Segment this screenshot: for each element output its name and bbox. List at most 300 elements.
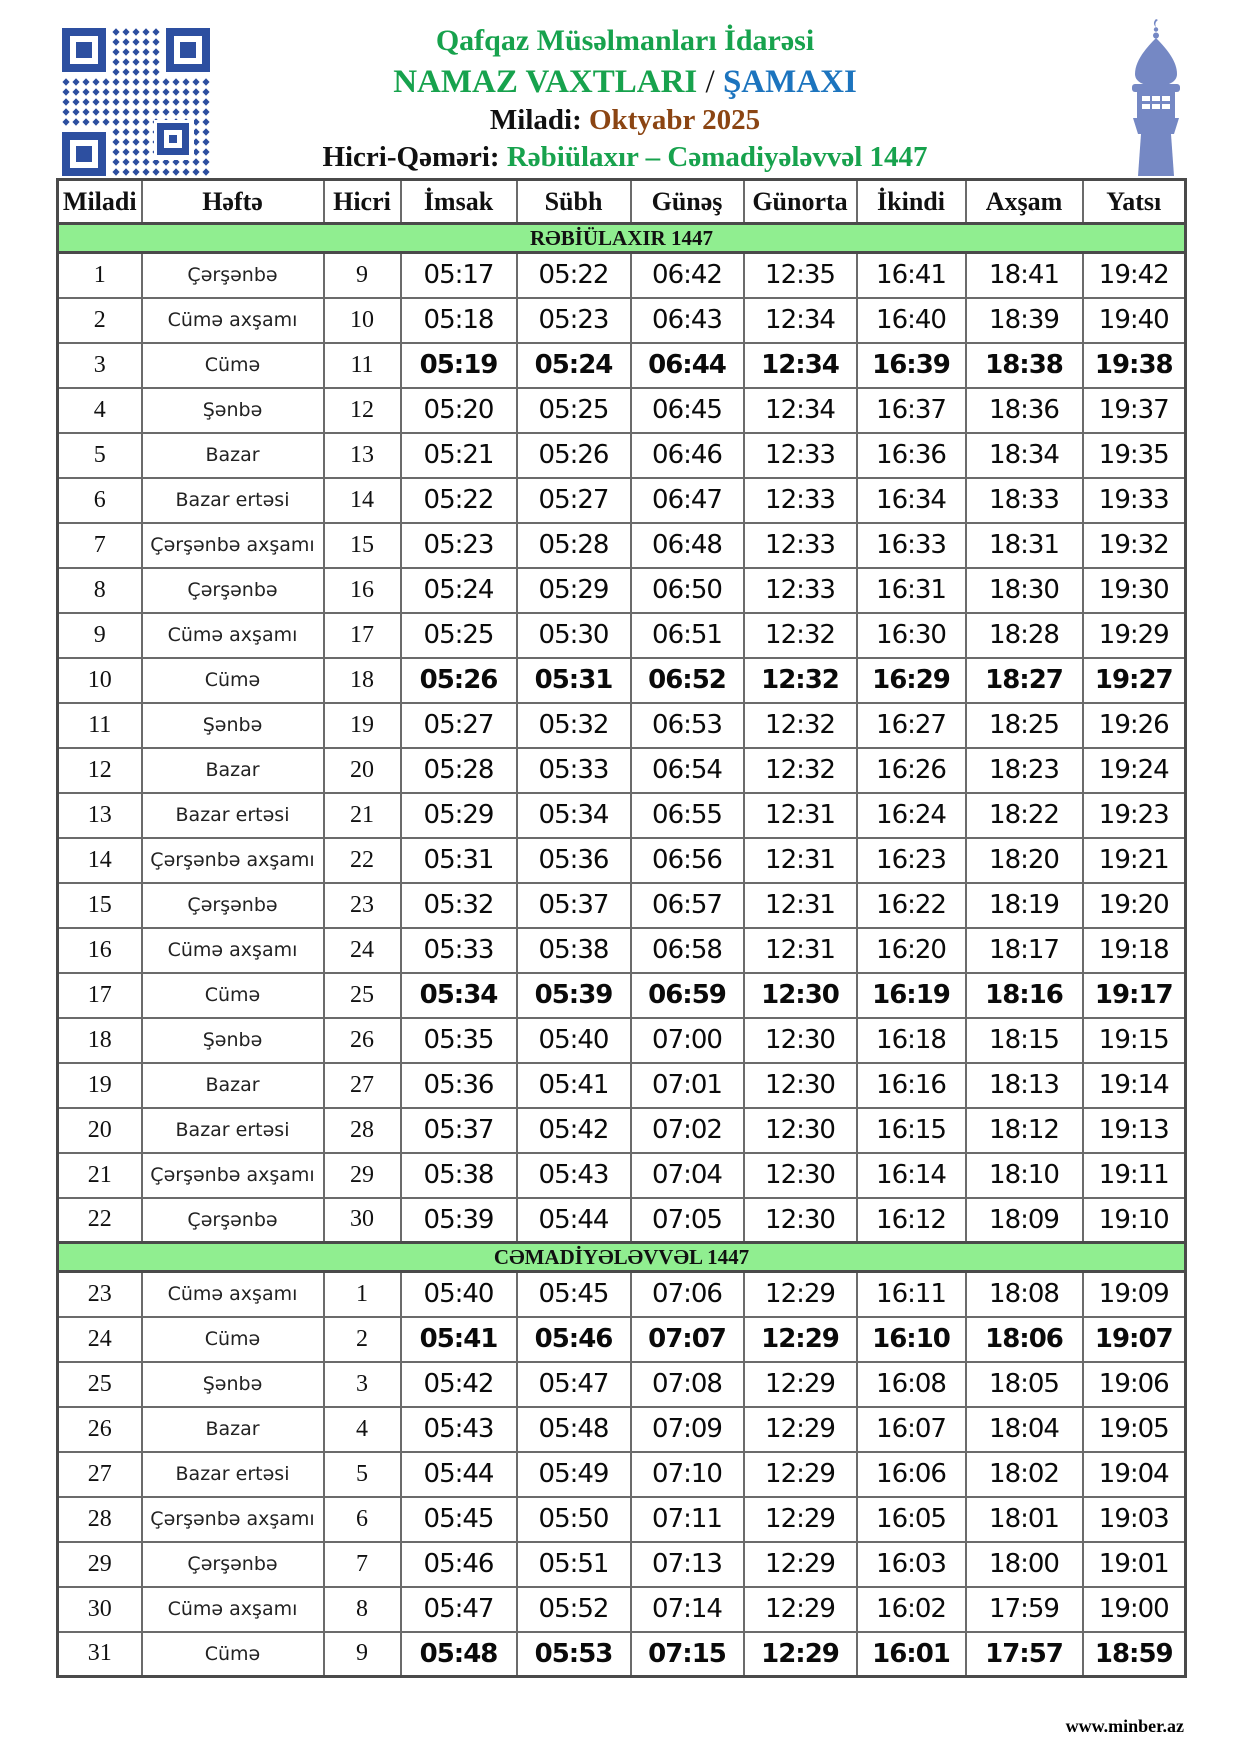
cell-hicri: 9 xyxy=(324,1632,401,1677)
cell-time-yatsi: 19:21 xyxy=(1083,838,1186,883)
cell-time-ikindi: 16:37 xyxy=(857,388,966,433)
cell-miladi: 16 xyxy=(58,928,142,973)
cell-time-imsak: 05:26 xyxy=(401,658,517,703)
cell-miladi: 30 xyxy=(58,1587,142,1632)
cell-time-imsak: 05:22 xyxy=(401,478,517,523)
cell-miladi: 27 xyxy=(58,1452,142,1497)
cell-hicri: 22 xyxy=(324,838,401,883)
table-row xyxy=(58,1362,1186,1407)
cell-time-imsak: 05:31 xyxy=(401,838,517,883)
cell-weekday: Bazar ertəsi xyxy=(142,1452,324,1497)
col-header-i̇msak: İmsak xyxy=(401,180,517,224)
cell-time-gunorta: 12:30 xyxy=(744,1108,857,1153)
cell-time-subh: 05:40 xyxy=(517,1018,631,1063)
cell-time-gunes: 06:48 xyxy=(631,523,744,568)
cell-hicri: 18 xyxy=(324,658,401,703)
cell-time-gunes: 07:00 xyxy=(631,1018,744,1063)
cell-time-gunorta: 12:29 xyxy=(744,1632,857,1677)
cell-time-axsam: 18:17 xyxy=(966,928,1083,973)
cell-weekday: Çərşənbə axşamı xyxy=(142,1497,324,1542)
cell-time-gunes: 06:51 xyxy=(631,613,744,658)
cell-time-subh: 05:37 xyxy=(517,883,631,928)
cell-time-axsam: 18:20 xyxy=(966,838,1083,883)
cell-weekday: Şənbə xyxy=(142,1018,324,1063)
cell-time-gunorta: 12:32 xyxy=(744,748,857,793)
cell-time-gunes: 06:58 xyxy=(631,928,744,973)
cell-time-yatsi: 19:20 xyxy=(1083,883,1186,928)
cell-time-subh: 05:45 xyxy=(517,1272,631,1317)
cell-time-gunes: 07:14 xyxy=(631,1587,744,1632)
cell-time-imsak: 05:35 xyxy=(401,1018,517,1063)
table-row xyxy=(58,973,1186,1018)
cell-weekday: Bazar xyxy=(142,748,324,793)
cell-time-gunorta: 12:30 xyxy=(744,973,857,1018)
cell-time-subh: 05:34 xyxy=(517,793,631,838)
cell-time-subh: 05:29 xyxy=(517,568,631,613)
cell-time-gunorta: 12:33 xyxy=(744,523,857,568)
cell-time-axsam: 18:16 xyxy=(966,973,1083,1018)
cell-time-imsak: 05:40 xyxy=(401,1272,517,1317)
cell-time-axsam: 18:08 xyxy=(966,1272,1083,1317)
cell-time-yatsi: 19:35 xyxy=(1083,433,1186,478)
cell-weekday: Cümə xyxy=(142,658,324,703)
cell-hicri: 16 xyxy=(324,568,401,613)
table-row xyxy=(58,838,1186,883)
table-row xyxy=(58,1317,1186,1362)
miladi-label: Miladi: xyxy=(489,104,582,137)
cell-weekday: Cümə axşamı xyxy=(142,928,324,973)
cell-time-gunes: 07:01 xyxy=(631,1063,744,1108)
cell-time-imsak: 05:46 xyxy=(401,1542,517,1587)
col-header-yatsı: Yatsı xyxy=(1083,180,1186,224)
cell-miladi: 24 xyxy=(58,1317,142,1362)
cell-time-ikindi: 16:14 xyxy=(857,1153,966,1198)
cell-time-yatsi: 19:05 xyxy=(1083,1407,1186,1452)
cell-time-ikindi: 16:06 xyxy=(857,1452,966,1497)
cell-miladi: 3 xyxy=(58,343,142,388)
cell-hicri: 13 xyxy=(324,433,401,478)
cell-weekday: Çərşənbə xyxy=(142,1542,324,1587)
column-header-row xyxy=(58,180,1186,224)
table-row xyxy=(58,1198,1186,1243)
cell-time-ikindi: 16:34 xyxy=(857,478,966,523)
cell-time-imsak: 05:34 xyxy=(401,973,517,1018)
cell-miladi: 4 xyxy=(58,388,142,433)
cell-time-subh: 05:52 xyxy=(517,1587,631,1632)
cell-time-gunorta: 12:30 xyxy=(744,1198,857,1243)
miladi-line xyxy=(490,105,760,137)
cell-time-yatsi: 19:32 xyxy=(1083,523,1186,568)
cell-time-ikindi: 16:29 xyxy=(857,658,966,703)
cell-time-yatsi: 19:42 xyxy=(1083,253,1186,298)
cell-time-axsam: 17:57 xyxy=(966,1632,1083,1677)
cell-time-ikindi: 16:02 xyxy=(857,1587,966,1632)
cell-hicri: 10 xyxy=(324,298,401,343)
cell-hicri: 8 xyxy=(324,1587,401,1632)
cell-time-imsak: 05:28 xyxy=(401,748,517,793)
cell-time-ikindi: 16:27 xyxy=(857,703,966,748)
cell-time-gunes: 07:10 xyxy=(631,1452,744,1497)
table-row xyxy=(58,1497,1186,1542)
cell-time-gunorta: 12:33 xyxy=(744,568,857,613)
cell-time-imsak: 05:38 xyxy=(401,1153,517,1198)
website-link[interactable]: www.minber.az xyxy=(1065,1716,1184,1736)
cell-time-ikindi: 16:40 xyxy=(857,298,966,343)
cell-time-gunorta: 12:32 xyxy=(744,703,857,748)
cell-time-gunes: 06:52 xyxy=(631,658,744,703)
cell-weekday: Şənbə xyxy=(142,703,324,748)
table-row xyxy=(58,1153,1186,1198)
cell-weekday: Cümə axşamı xyxy=(142,1587,324,1632)
cell-time-ikindi: 16:22 xyxy=(857,883,966,928)
prayer-times-table xyxy=(56,178,1187,1678)
section-row xyxy=(58,1243,1186,1272)
cell-time-axsam: 18:06 xyxy=(966,1317,1083,1362)
cell-time-yatsi: 19:13 xyxy=(1083,1108,1186,1153)
cell-time-yatsi: 19:09 xyxy=(1083,1272,1186,1317)
cell-time-gunorta: 12:29 xyxy=(744,1542,857,1587)
cell-time-gunes: 06:50 xyxy=(631,568,744,613)
cell-time-axsam: 18:10 xyxy=(966,1153,1083,1198)
section-header: CƏMADİYƏLƏVVƏL 1447 xyxy=(58,1243,1186,1272)
title-block xyxy=(230,24,1020,174)
table-row xyxy=(58,343,1186,388)
cell-time-gunorta: 12:29 xyxy=(744,1587,857,1632)
cell-time-gunes: 07:07 xyxy=(631,1317,744,1362)
table-row xyxy=(58,1108,1186,1153)
cell-hicri: 20 xyxy=(324,748,401,793)
cell-weekday: Bazar xyxy=(142,1063,324,1108)
cell-time-gunes: 06:47 xyxy=(631,478,744,523)
cell-hicri: 7 xyxy=(324,1542,401,1587)
col-header-günorta: Günorta xyxy=(744,180,857,224)
cell-weekday: Çərşənbə xyxy=(142,883,324,928)
cell-hicri: 12 xyxy=(324,388,401,433)
cell-time-yatsi: 19:11 xyxy=(1083,1153,1186,1198)
cell-time-gunes: 06:55 xyxy=(631,793,744,838)
cell-time-axsam: 18:34 xyxy=(966,433,1083,478)
cell-miladi: 7 xyxy=(58,523,142,568)
cell-time-gunorta: 12:30 xyxy=(744,1063,857,1108)
cell-time-yatsi: 19:23 xyxy=(1083,793,1186,838)
cell-time-gunorta: 12:35 xyxy=(744,253,857,298)
cell-time-subh: 05:51 xyxy=(517,1542,631,1587)
cell-miladi: 5 xyxy=(58,433,142,478)
cell-weekday: Bazar xyxy=(142,433,324,478)
section-row xyxy=(58,224,1186,253)
cell-weekday: Çərşənbə xyxy=(142,568,324,613)
cell-miladi: 19 xyxy=(58,1063,142,1108)
cell-time-gunes: 07:11 xyxy=(631,1497,744,1542)
cell-time-ikindi: 16:15 xyxy=(857,1108,966,1153)
cell-miladi: 29 xyxy=(58,1542,142,1587)
cell-time-imsak: 05:32 xyxy=(401,883,517,928)
main-title xyxy=(393,64,857,100)
cell-miladi: 20 xyxy=(58,1108,142,1153)
hicri-line xyxy=(322,142,927,174)
cell-hicri: 3 xyxy=(324,1362,401,1407)
cell-hicri: 11 xyxy=(324,343,401,388)
cell-time-imsak: 05:36 xyxy=(401,1063,517,1108)
cell-time-ikindi: 16:10 xyxy=(857,1317,966,1362)
cell-time-imsak: 05:48 xyxy=(401,1632,517,1677)
organization-title: Qafqaz Müsəlmanları İdarəsi xyxy=(435,24,815,57)
cell-time-subh: 05:27 xyxy=(517,478,631,523)
cell-weekday: Cümə xyxy=(142,1317,324,1362)
cell-hicri: 2 xyxy=(324,1317,401,1362)
table-row xyxy=(58,1452,1186,1497)
cell-hicri: 1 xyxy=(324,1272,401,1317)
cell-time-subh: 05:41 xyxy=(517,1063,631,1108)
cell-time-ikindi: 16:26 xyxy=(857,748,966,793)
cell-miladi: 28 xyxy=(58,1497,142,1542)
col-header-günəş: Günəş xyxy=(631,180,744,224)
cell-time-yatsi: 19:17 xyxy=(1083,973,1186,1018)
cell-time-gunorta: 12:33 xyxy=(744,478,857,523)
cell-weekday: Bazar xyxy=(142,1407,324,1452)
cell-weekday: Çərşənbə axşamı xyxy=(142,1153,324,1198)
cell-time-ikindi: 16:07 xyxy=(857,1407,966,1452)
page-header xyxy=(0,0,1240,176)
cell-time-yatsi: 19:37 xyxy=(1083,388,1186,433)
cell-miladi: 10 xyxy=(58,658,142,703)
cell-time-subh: 05:26 xyxy=(517,433,631,478)
cell-weekday: Çərşənbə xyxy=(142,253,324,298)
cell-weekday: Çərşənbə axşamı xyxy=(142,838,324,883)
cell-time-yatsi: 19:30 xyxy=(1083,568,1186,613)
cell-time-imsak: 05:39 xyxy=(401,1198,517,1243)
cell-time-gunes: 07:15 xyxy=(631,1632,744,1677)
cell-time-ikindi: 16:24 xyxy=(857,793,966,838)
cell-miladi: 9 xyxy=(58,613,142,658)
table-row xyxy=(58,523,1186,568)
cell-time-ikindi: 16:16 xyxy=(857,1063,966,1108)
cell-time-subh: 05:46 xyxy=(517,1317,631,1362)
cell-weekday: Cümə xyxy=(142,1632,324,1677)
cell-time-gunes: 07:09 xyxy=(631,1407,744,1452)
table-row xyxy=(58,793,1186,838)
table-row xyxy=(58,1018,1186,1063)
cell-weekday: Bazar ertəsi xyxy=(142,793,324,838)
cell-time-subh: 05:32 xyxy=(517,703,631,748)
cell-miladi: 18 xyxy=(58,1018,142,1063)
cell-time-gunes: 06:43 xyxy=(631,298,744,343)
cell-time-ikindi: 16:11 xyxy=(857,1272,966,1317)
cell-time-ikindi: 16:03 xyxy=(857,1542,966,1587)
cell-weekday: Cümə axşamı xyxy=(142,1272,324,1317)
cell-time-gunorta: 12:29 xyxy=(744,1452,857,1497)
cell-time-gunorta: 12:34 xyxy=(744,388,857,433)
cell-time-ikindi: 16:08 xyxy=(857,1362,966,1407)
cell-weekday: Bazar ertəsi xyxy=(142,1108,324,1153)
table-row xyxy=(58,658,1186,703)
cell-time-yatsi: 18:59 xyxy=(1083,1632,1186,1677)
cell-time-gunes: 07:04 xyxy=(631,1153,744,1198)
table-row xyxy=(58,388,1186,433)
cell-time-imsak: 05:44 xyxy=(401,1452,517,1497)
cell-time-imsak: 05:25 xyxy=(401,613,517,658)
cell-time-yatsi: 19:00 xyxy=(1083,1587,1186,1632)
cell-hicri: 26 xyxy=(324,1018,401,1063)
cell-time-gunes: 07:08 xyxy=(631,1362,744,1407)
cell-hicri: 15 xyxy=(324,523,401,568)
cell-weekday: Çərşənbə xyxy=(142,1198,324,1243)
cell-time-subh: 05:31 xyxy=(517,658,631,703)
cell-time-axsam: 18:19 xyxy=(966,883,1083,928)
cell-time-axsam: 18:00 xyxy=(966,1542,1083,1587)
cell-time-imsak: 05:18 xyxy=(401,298,517,343)
cell-time-yatsi: 19:10 xyxy=(1083,1198,1186,1243)
cell-time-imsak: 05:19 xyxy=(401,343,517,388)
minaret-icon xyxy=(1124,18,1188,176)
table-row xyxy=(58,1587,1186,1632)
cell-time-imsak: 05:23 xyxy=(401,523,517,568)
cell-time-gunorta: 12:31 xyxy=(744,883,857,928)
cell-hicri: 29 xyxy=(324,1153,401,1198)
qr-code-icon xyxy=(58,27,214,177)
cell-time-imsak: 05:42 xyxy=(401,1362,517,1407)
cell-time-ikindi: 16:41 xyxy=(857,253,966,298)
cell-time-gunes: 06:56 xyxy=(631,838,744,883)
section-header: RƏBİÜLAXIR 1447 xyxy=(58,224,1186,253)
cell-hicri: 25 xyxy=(324,973,401,1018)
cell-time-ikindi: 16:31 xyxy=(857,568,966,613)
cell-time-subh: 05:53 xyxy=(517,1632,631,1677)
cell-time-gunes: 06:42 xyxy=(631,253,744,298)
cell-hicri: 28 xyxy=(324,1108,401,1153)
cell-time-yatsi: 19:33 xyxy=(1083,478,1186,523)
cell-time-yatsi: 19:14 xyxy=(1083,1063,1186,1108)
table-row xyxy=(58,1407,1186,1452)
cell-time-subh: 05:22 xyxy=(517,253,631,298)
cell-hicri: 30 xyxy=(324,1198,401,1243)
cell-time-ikindi: 16:01 xyxy=(857,1632,966,1677)
col-header-sübh: Sübh xyxy=(517,180,631,224)
cell-time-axsam: 18:25 xyxy=(966,703,1083,748)
cell-time-gunes: 06:54 xyxy=(631,748,744,793)
table-row xyxy=(58,433,1186,478)
col-header-həftə: Həftə xyxy=(142,180,324,224)
cell-time-ikindi: 16:30 xyxy=(857,613,966,658)
cell-time-imsak: 05:24 xyxy=(401,568,517,613)
cell-time-yatsi: 19:38 xyxy=(1083,343,1186,388)
cell-time-subh: 05:36 xyxy=(517,838,631,883)
cell-time-gunorta: 12:32 xyxy=(744,613,857,658)
cell-time-gunes: 06:46 xyxy=(631,433,744,478)
cell-time-subh: 05:23 xyxy=(517,298,631,343)
col-header-axşam: Axşam xyxy=(966,180,1083,224)
cell-time-subh: 05:24 xyxy=(517,343,631,388)
cell-time-gunorta: 12:34 xyxy=(744,343,857,388)
cell-time-gunes: 07:06 xyxy=(631,1272,744,1317)
cell-hicri: 5 xyxy=(324,1452,401,1497)
cell-time-gunorta: 12:29 xyxy=(744,1497,857,1542)
cell-time-yatsi: 19:07 xyxy=(1083,1317,1186,1362)
cell-time-axsam: 18:23 xyxy=(966,748,1083,793)
cell-time-yatsi: 19:29 xyxy=(1083,613,1186,658)
cell-time-axsam: 18:05 xyxy=(966,1362,1083,1407)
cell-time-gunorta: 12:29 xyxy=(744,1317,857,1362)
cell-time-axsam: 18:09 xyxy=(966,1198,1083,1243)
cell-time-subh: 05:48 xyxy=(517,1407,631,1452)
cell-time-gunorta: 12:31 xyxy=(744,793,857,838)
cell-time-axsam: 18:33 xyxy=(966,478,1083,523)
cell-time-gunorta: 12:29 xyxy=(744,1362,857,1407)
cell-miladi: 25 xyxy=(58,1362,142,1407)
cell-time-ikindi: 16:23 xyxy=(857,838,966,883)
cell-time-ikindi: 16:36 xyxy=(857,433,966,478)
cell-time-subh: 05:28 xyxy=(517,523,631,568)
cell-miladi: 31 xyxy=(58,1632,142,1677)
cell-time-axsam: 18:31 xyxy=(966,523,1083,568)
cell-weekday: Cümə xyxy=(142,973,324,1018)
cell-time-imsak: 05:27 xyxy=(401,703,517,748)
cell-hicri: 19 xyxy=(324,703,401,748)
cell-miladi: 1 xyxy=(58,253,142,298)
cell-time-gunorta: 12:31 xyxy=(744,928,857,973)
cell-time-imsak: 05:29 xyxy=(401,793,517,838)
cell-time-subh: 05:49 xyxy=(517,1452,631,1497)
cell-weekday: Şənbə xyxy=(142,388,324,433)
cell-time-axsam: 18:28 xyxy=(966,613,1083,658)
title-separator: / xyxy=(705,63,715,100)
miladi-value: Oktyabr 2025 xyxy=(589,104,761,137)
cell-time-subh: 05:43 xyxy=(517,1153,631,1198)
cell-miladi: 22 xyxy=(58,1198,142,1243)
cell-time-axsam: 18:22 xyxy=(966,793,1083,838)
table-row xyxy=(58,703,1186,748)
cell-time-axsam: 18:30 xyxy=(966,568,1083,613)
cell-time-subh: 05:38 xyxy=(517,928,631,973)
cell-time-gunorta: 12:29 xyxy=(744,1272,857,1317)
cell-time-subh: 05:50 xyxy=(517,1497,631,1542)
cell-time-gunorta: 12:30 xyxy=(744,1153,857,1198)
cell-time-ikindi: 16:33 xyxy=(857,523,966,568)
cell-time-imsak: 05:47 xyxy=(401,1587,517,1632)
table-row xyxy=(58,298,1186,343)
cell-weekday: Bazar ertəsi xyxy=(142,478,324,523)
cell-time-subh: 05:30 xyxy=(517,613,631,658)
cell-miladi: 21 xyxy=(58,1153,142,1198)
cell-time-gunes: 06:57 xyxy=(631,883,744,928)
cell-hicri: 27 xyxy=(324,1063,401,1108)
cell-hicri: 24 xyxy=(324,928,401,973)
cell-time-gunorta: 12:32 xyxy=(744,658,857,703)
table-row xyxy=(58,883,1186,928)
col-header-miladi: Miladi xyxy=(58,180,142,224)
table-row xyxy=(58,928,1186,973)
cell-time-ikindi: 16:05 xyxy=(857,1497,966,1542)
cell-time-yatsi: 19:06 xyxy=(1083,1362,1186,1407)
cell-miladi: 26 xyxy=(58,1407,142,1452)
cell-weekday: Şənbə xyxy=(142,1362,324,1407)
cell-time-gunorta: 12:33 xyxy=(744,433,857,478)
table-row xyxy=(58,1063,1186,1108)
cell-miladi: 8 xyxy=(58,568,142,613)
city-name: ŞAMAXI xyxy=(722,63,857,100)
cell-time-gunes: 06:45 xyxy=(631,388,744,433)
cell-time-axsam: 18:13 xyxy=(966,1063,1083,1108)
cell-hicri: 21 xyxy=(324,793,401,838)
cell-time-subh: 05:42 xyxy=(517,1108,631,1153)
cell-time-gunes: 06:44 xyxy=(631,343,744,388)
cell-time-gunorta: 12:34 xyxy=(744,298,857,343)
table-row xyxy=(58,613,1186,658)
col-header-i̇kindi: İkindi xyxy=(857,180,966,224)
cell-time-yatsi: 19:24 xyxy=(1083,748,1186,793)
cell-time-yatsi: 19:04 xyxy=(1083,1452,1186,1497)
cell-time-imsak: 05:41 xyxy=(401,1317,517,1362)
